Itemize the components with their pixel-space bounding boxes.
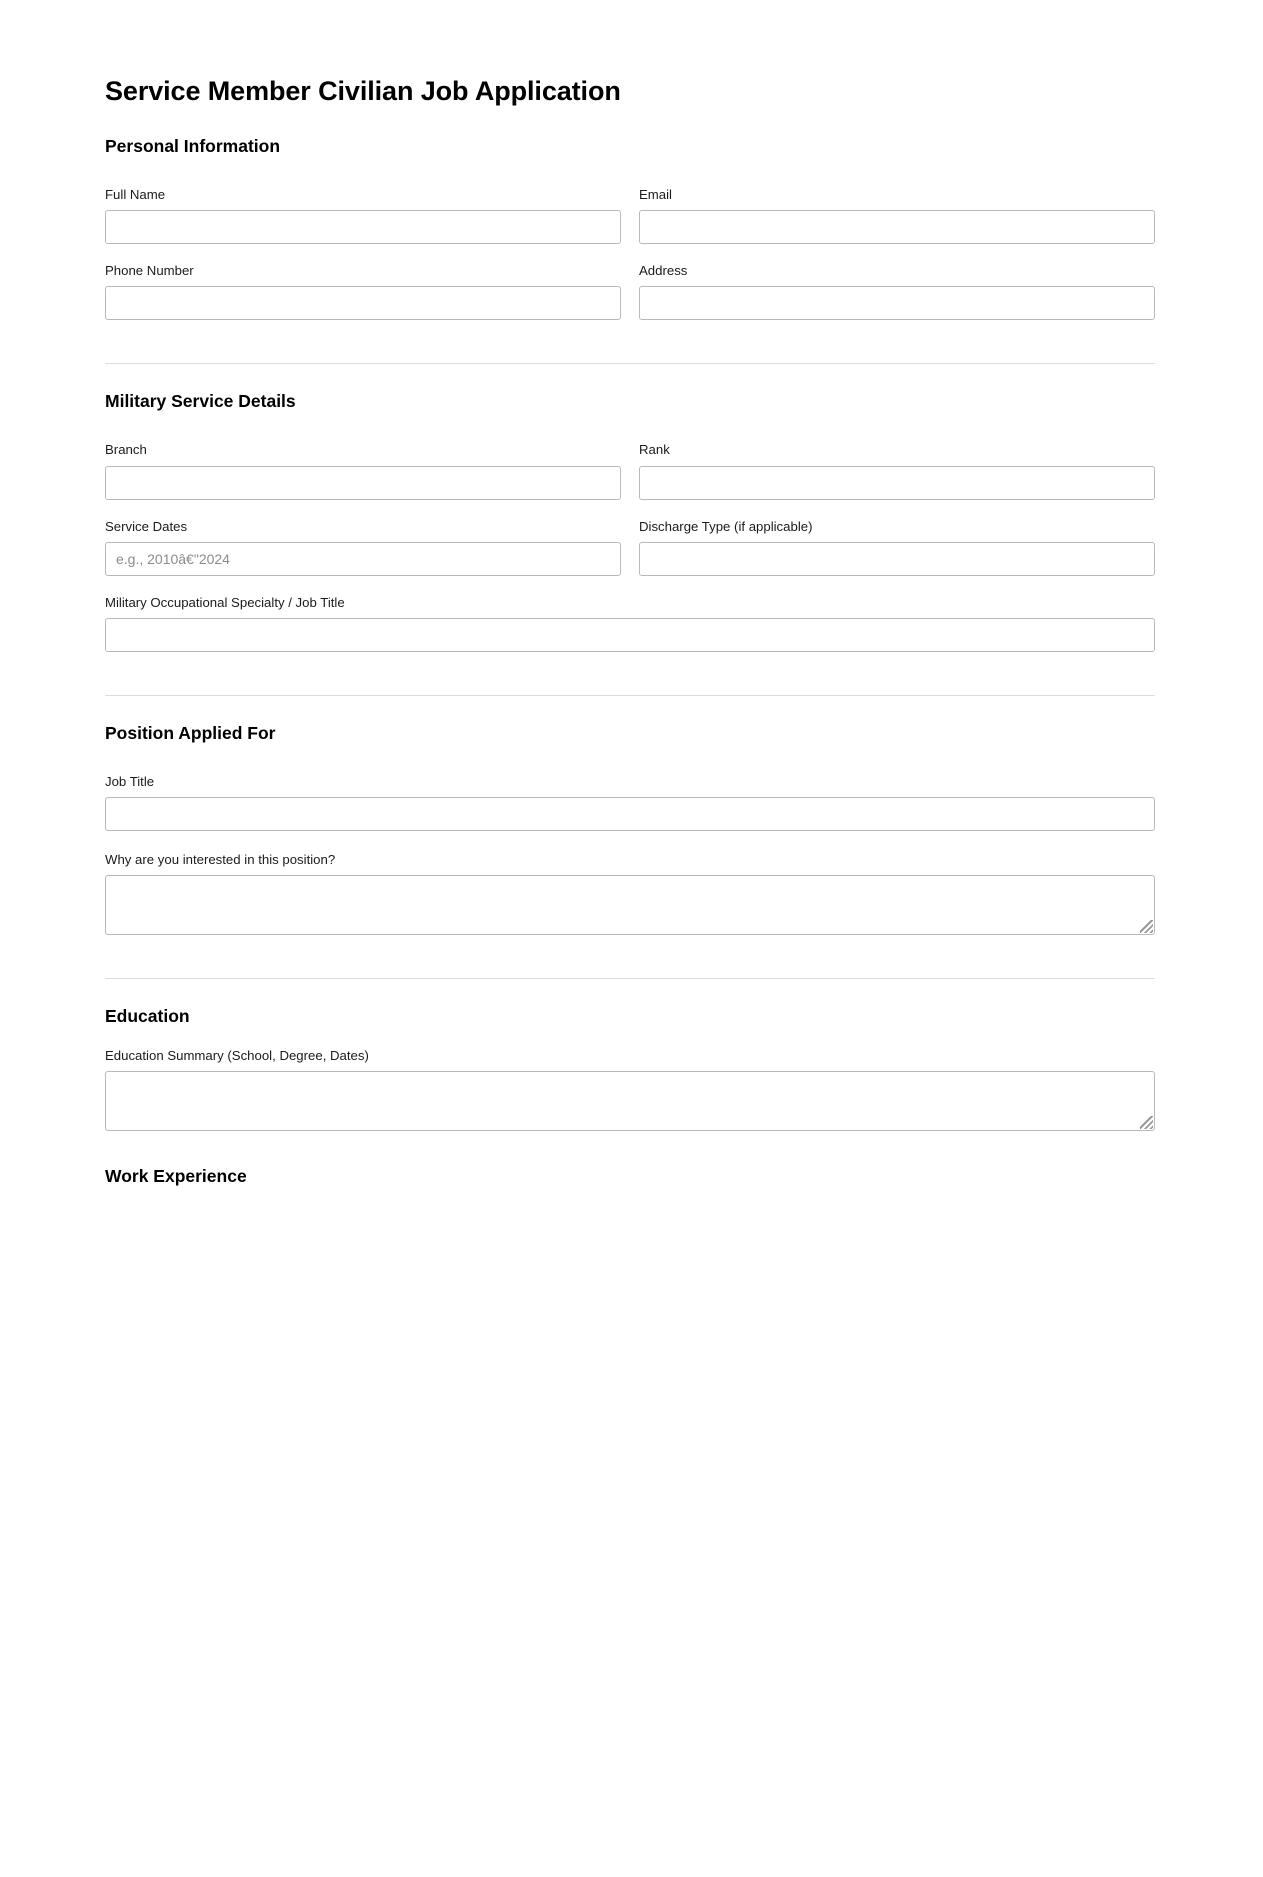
field-education-summary — [105, 1047, 1155, 1131]
section-heading-work-experience: Work Experience — [105, 1166, 247, 1187]
education-summary-textarea-wrap — [105, 1071, 1155, 1131]
position-row-2 — [105, 851, 1155, 935]
section-heading-personal-information: Personal Information — [105, 136, 281, 157]
personal-row-1 — [105, 186, 1155, 244]
field-interest-reason — [105, 851, 1155, 935]
label-interest-reason: Why are you interested in this position? — [105, 851, 336, 867]
label-phone-number: Phone Number — [105, 263, 194, 279]
field-service-dates — [105, 518, 621, 576]
field-branch — [105, 441, 621, 499]
education-row-1 — [105, 1047, 1155, 1131]
field-full-name — [105, 186, 621, 244]
input-address[interactable] — [639, 286, 1155, 320]
page-title: Service Member Civilian Job Application — [105, 76, 621, 106]
input-full-name[interactable] — [105, 210, 621, 244]
section-work-experience — [105, 1131, 1155, 1187]
textarea-education-summary[interactable] — [105, 1071, 1155, 1131]
personal-row-2 — [105, 262, 1155, 320]
input-service-dates[interactable] — [105, 542, 621, 576]
input-discharge-type[interactable] — [639, 542, 1155, 576]
label-discharge-type: Discharge Type (if applicable) — [639, 518, 813, 534]
field-email — [639, 186, 1155, 244]
interest-reason-textarea-wrap — [105, 875, 1155, 935]
section-personal-information — [105, 107, 1155, 320]
section-education — [105, 979, 1155, 1131]
label-rank: Rank — [639, 442, 670, 458]
input-rank[interactable] — [639, 466, 1155, 500]
position-row-1 — [105, 773, 1155, 831]
label-service-dates: Service Dates — [105, 518, 188, 534]
field-military-occupational-specialty — [105, 594, 1155, 652]
section-position-applied-for — [105, 696, 1155, 935]
section-heading-military-service-details: Military Service Details — [105, 391, 296, 412]
label-full-name: Full Name — [105, 187, 166, 203]
field-rank — [639, 441, 1155, 499]
section-heading-education: Education — [105, 1006, 190, 1027]
label-education-summary: Education Summary (School, Degree, Dates) — [105, 1048, 369, 1064]
label-military-occupational-specialty: Military Occupational Specialty / Job Title — [105, 594, 345, 610]
input-email[interactable] — [639, 210, 1155, 244]
field-address — [639, 262, 1155, 320]
label-job-title: Job Title — [105, 773, 155, 789]
label-address: Address — [639, 263, 688, 279]
field-phone-number — [105, 262, 621, 320]
input-phone-number[interactable] — [105, 286, 621, 320]
textarea-interest-reason[interactable] — [105, 875, 1155, 935]
military-row-3 — [105, 594, 1155, 652]
military-row-2 — [105, 518, 1155, 576]
field-job-title — [105, 773, 1155, 831]
military-row-1 — [105, 441, 1155, 499]
label-branch: Branch — [105, 442, 147, 458]
section-heading-position-applied-for: Position Applied For — [105, 722, 276, 743]
input-job-title[interactable] — [105, 797, 1155, 831]
section-military-service-details — [105, 364, 1155, 651]
label-email: Email — [639, 187, 672, 203]
form-content — [105, 0, 1155, 1187]
input-military-occupational-specialty[interactable] — [105, 618, 1155, 652]
field-discharge-type — [639, 518, 1155, 576]
input-branch[interactable] — [105, 466, 621, 500]
